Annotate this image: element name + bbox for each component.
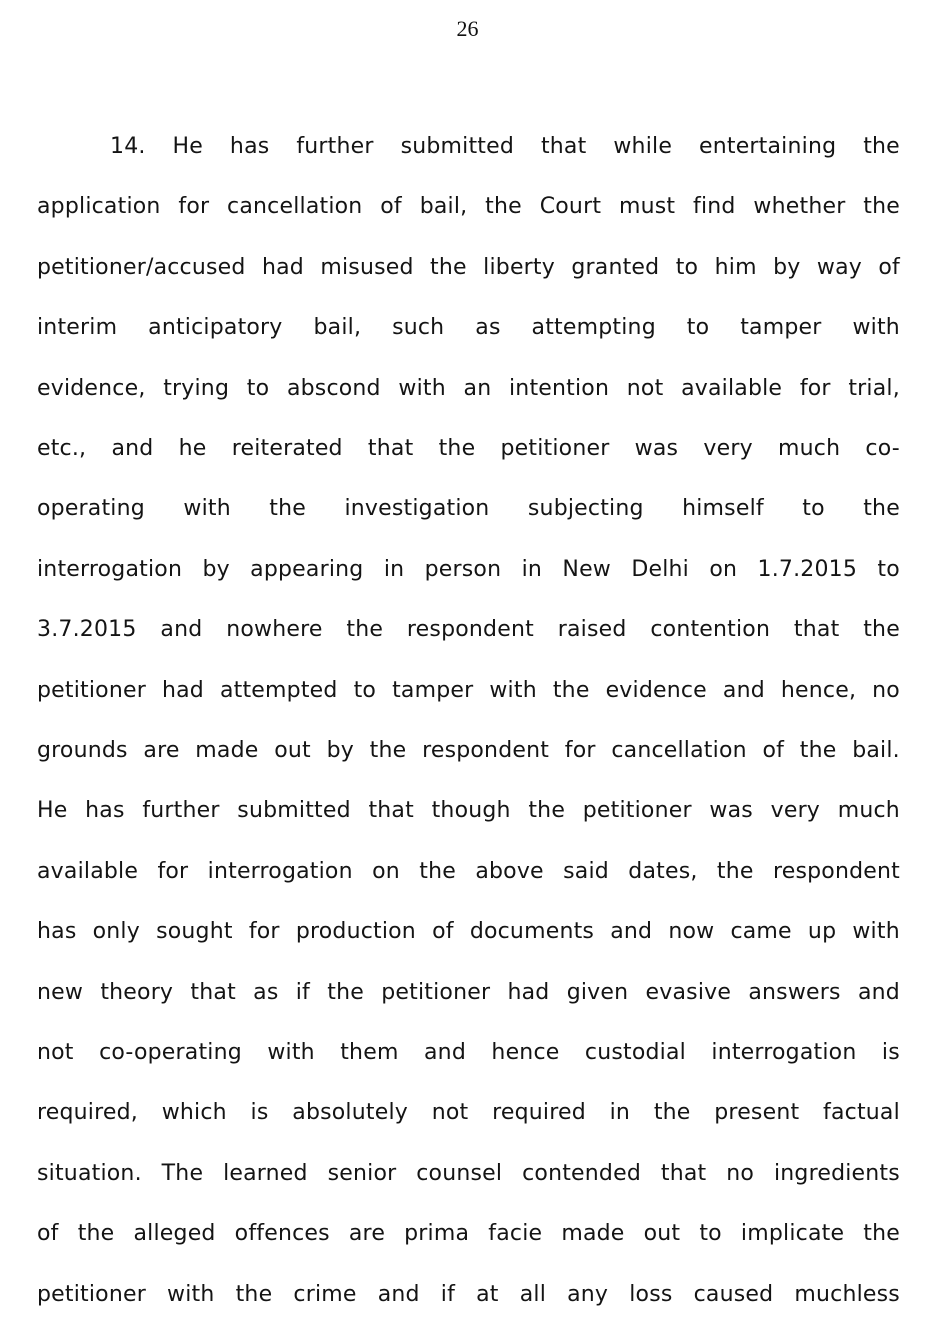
- word: contended: [522, 1160, 641, 1186]
- word: are: [143, 738, 180, 763]
- word: theory: [100, 979, 174, 1005]
- word: as: [253, 979, 279, 1005]
- word: any: [567, 1281, 609, 1307]
- word: if: [440, 1281, 456, 1307]
- word: hence,: [780, 677, 857, 703]
- word: of: [432, 919, 454, 945]
- word: though: [431, 798, 511, 824]
- word: the: [863, 134, 900, 159]
- text-line: [110, 132, 900, 162]
- word: He: [37, 798, 68, 824]
- text-line: [37, 857, 900, 887]
- word: him: [714, 254, 757, 280]
- word: contention: [650, 617, 771, 643]
- word: 1.7.2015: [757, 556, 858, 582]
- word: the: [653, 1100, 691, 1126]
- word: ingredients: [773, 1160, 900, 1186]
- word: bail.: [852, 738, 900, 763]
- word: present: [714, 1100, 800, 1126]
- word: by: [202, 556, 230, 582]
- word: now: [668, 919, 715, 945]
- word: is: [250, 1100, 269, 1126]
- text-line: [37, 253, 900, 283]
- word: submitted: [400, 134, 515, 159]
- word: by: [773, 254, 801, 280]
- word: to: [802, 496, 825, 522]
- word: himself: [682, 496, 764, 522]
- word: is: [881, 1040, 900, 1065]
- word: subjecting: [527, 496, 644, 522]
- word: given: [566, 979, 629, 1005]
- word: for: [178, 194, 210, 220]
- word: tamper: [740, 315, 822, 341]
- text-line: [37, 555, 900, 585]
- text-line: [37, 917, 900, 947]
- word: the: [269, 496, 307, 522]
- word: had: [507, 979, 550, 1005]
- word: loss: [629, 1281, 673, 1307]
- word: had: [161, 677, 204, 703]
- word: very: [770, 798, 821, 824]
- word: available: [681, 375, 783, 401]
- word: must: [618, 194, 676, 220]
- word: to: [686, 315, 710, 341]
- word: much: [778, 436, 841, 461]
- word: alleged: [133, 1221, 216, 1247]
- text-line: [37, 1098, 900, 1128]
- word: has: [37, 919, 77, 945]
- word: evidence: [605, 677, 707, 703]
- word: that: [793, 617, 840, 643]
- text-line: [37, 192, 900, 222]
- word: that: [540, 134, 587, 159]
- word: trial,: [848, 375, 900, 401]
- word: that: [660, 1160, 707, 1186]
- word: the: [346, 617, 384, 643]
- word: the: [77, 1221, 115, 1247]
- word: granted: [571, 254, 660, 280]
- word: as: [475, 315, 501, 341]
- word: of: [762, 738, 785, 763]
- word: of: [380, 194, 402, 220]
- word: that: [367, 436, 414, 461]
- word: new: [37, 979, 84, 1005]
- word: custodial: [584, 1040, 686, 1065]
- word: with: [183, 496, 231, 522]
- text-line: [37, 978, 900, 1008]
- word: out: [643, 1221, 681, 1247]
- word: above: [475, 858, 544, 884]
- word: the: [369, 738, 407, 763]
- text-line: [37, 1159, 900, 1189]
- word: Court: [539, 194, 602, 220]
- word: the: [528, 798, 566, 824]
- word: not: [37, 1040, 74, 1065]
- word: sought: [156, 919, 233, 945]
- word: with: [489, 677, 537, 703]
- word: dates,: [628, 858, 698, 884]
- word: that: [368, 798, 414, 824]
- word: interrogation: [207, 858, 353, 884]
- word: factual: [823, 1100, 900, 1126]
- word: for: [157, 858, 189, 884]
- word: and: [111, 436, 154, 461]
- word: that: [190, 979, 236, 1005]
- word: not: [431, 1100, 469, 1126]
- word: no: [726, 1160, 755, 1186]
- word: way: [816, 254, 862, 280]
- word: to: [246, 375, 270, 401]
- word: production: [295, 919, 416, 945]
- word: co-operating: [99, 1040, 242, 1065]
- word: anticipatory: [148, 315, 283, 341]
- word: petitioner: [381, 979, 491, 1005]
- word: are: [348, 1221, 386, 1247]
- word: cancellation: [227, 194, 363, 220]
- word: has: [85, 798, 125, 824]
- word: documents: [469, 919, 595, 945]
- word: and: [722, 677, 765, 703]
- word: interrogation: [711, 1040, 857, 1065]
- word: person: [424, 556, 502, 582]
- word: at: [476, 1281, 499, 1307]
- word: only: [92, 919, 140, 945]
- word: caused: [693, 1281, 774, 1307]
- word: on: [372, 858, 400, 884]
- word: much: [837, 798, 900, 824]
- word: to: [699, 1221, 722, 1247]
- word: respondent: [406, 617, 534, 643]
- word: not: [626, 375, 664, 401]
- word: the: [863, 194, 900, 220]
- word: required: [492, 1100, 586, 1126]
- word: with: [852, 315, 900, 341]
- word: implicate: [740, 1221, 845, 1247]
- text-line: [37, 1219, 900, 1249]
- word: situation.: [37, 1160, 142, 1186]
- word: Delhi: [631, 556, 689, 582]
- word: interim: [37, 315, 118, 341]
- word: the: [327, 979, 364, 1005]
- word: in: [383, 556, 405, 582]
- word: which: [161, 1100, 227, 1126]
- word: abscond: [286, 375, 381, 401]
- word: and: [424, 1040, 466, 1065]
- word: if: [295, 979, 311, 1005]
- word: cancellation: [611, 738, 747, 763]
- word: facie: [488, 1221, 543, 1247]
- word: find: [693, 194, 736, 220]
- text-line: [37, 494, 900, 524]
- word: etc.,: [37, 436, 87, 461]
- text-line: [37, 1038, 900, 1068]
- word: the: [430, 254, 467, 280]
- word: the: [863, 617, 900, 643]
- word: The: [161, 1160, 204, 1186]
- word: petitioner: [37, 677, 146, 703]
- word: with: [167, 1281, 215, 1307]
- text-line: [37, 615, 900, 645]
- word: appearing: [250, 556, 364, 582]
- word: hence: [491, 1040, 560, 1065]
- word: intention: [509, 375, 610, 401]
- word: on: [709, 556, 738, 582]
- word: and: [377, 1281, 420, 1307]
- word: up: [807, 919, 837, 945]
- word: the: [235, 1281, 273, 1307]
- word: crime: [293, 1281, 357, 1307]
- word: respondent: [772, 858, 900, 884]
- word: of: [37, 1221, 59, 1247]
- text-line: [37, 736, 900, 766]
- word: muchless: [794, 1281, 900, 1307]
- word: had: [261, 254, 304, 280]
- text-line: [37, 374, 900, 404]
- word: came: [730, 919, 792, 945]
- word: He: [172, 134, 203, 159]
- word: respondent: [422, 738, 550, 763]
- word: he: [178, 436, 207, 461]
- word: 3.7.2015: [37, 617, 137, 643]
- word: to: [877, 556, 900, 582]
- word: with: [267, 1040, 315, 1065]
- word: co-: [865, 436, 900, 461]
- word: investigation: [344, 496, 490, 522]
- word: petitioner: [37, 1281, 146, 1307]
- word: the: [485, 194, 522, 220]
- word: bail,: [313, 315, 362, 341]
- word: attempted: [219, 677, 338, 703]
- page-number: 26: [456, 16, 479, 41]
- word: answers: [748, 979, 841, 1005]
- word: the: [419, 858, 456, 884]
- word: to: [353, 677, 377, 703]
- word: counsel: [416, 1160, 503, 1186]
- word: while: [613, 134, 673, 159]
- word: made: [195, 738, 259, 763]
- word: with: [852, 919, 900, 945]
- word: made: [561, 1221, 625, 1247]
- word: the: [863, 496, 900, 522]
- word: evasive: [645, 979, 732, 1005]
- word: attempting: [531, 315, 656, 341]
- word: said: [563, 858, 609, 884]
- word: of: [878, 254, 900, 280]
- word: such: [392, 315, 445, 341]
- word: absolutely: [292, 1100, 408, 1126]
- word: senior: [327, 1160, 397, 1186]
- word: for: [564, 738, 596, 763]
- word: prima: [404, 1221, 470, 1247]
- word: an: [463, 375, 492, 401]
- word: required,: [37, 1100, 138, 1126]
- word: reiterated: [231, 436, 343, 461]
- word: petitioner: [500, 436, 610, 461]
- word: operating: [37, 496, 145, 522]
- word: grounds: [37, 738, 128, 763]
- word: in: [609, 1100, 631, 1126]
- word: them: [340, 1040, 399, 1065]
- word: evidence,: [37, 375, 146, 401]
- word: submitted: [237, 798, 351, 824]
- text-line: [37, 676, 900, 706]
- word: no: [872, 677, 900, 703]
- text-line: [37, 1280, 900, 1310]
- word: available: [37, 858, 139, 884]
- word: the: [438, 436, 476, 461]
- word: offences: [234, 1221, 330, 1247]
- word: to: [675, 254, 699, 280]
- word: by: [326, 738, 354, 763]
- word: petitioner: [582, 798, 692, 824]
- word: in: [521, 556, 543, 582]
- word: entertaining: [698, 134, 837, 159]
- word: 14.: [110, 134, 146, 159]
- word: and: [857, 979, 900, 1005]
- word: application: [37, 194, 161, 220]
- word: the: [799, 738, 837, 763]
- word: the: [716, 858, 754, 884]
- word: was: [634, 436, 679, 461]
- word: trying: [163, 375, 230, 401]
- word: petitioner/accused: [37, 254, 246, 280]
- word: bail,: [419, 194, 468, 220]
- text-line: [37, 313, 900, 343]
- word: further: [296, 134, 374, 159]
- word: tamper: [392, 677, 474, 703]
- word: the: [552, 677, 590, 703]
- text-line: [37, 434, 900, 464]
- word: and: [610, 919, 653, 945]
- word: for: [248, 919, 280, 945]
- word: has: [229, 134, 270, 159]
- word: New: [562, 556, 611, 582]
- word: further: [142, 798, 220, 824]
- word: the: [863, 1221, 900, 1247]
- word: all: [519, 1281, 547, 1307]
- word: for: [799, 375, 831, 401]
- word: whether: [753, 194, 846, 220]
- word: liberty: [483, 254, 555, 280]
- word: very: [703, 436, 753, 461]
- word: raised: [557, 617, 627, 643]
- text-line: [37, 796, 900, 826]
- word: was: [709, 798, 753, 824]
- word: misused: [320, 254, 414, 280]
- word: and: [160, 617, 203, 643]
- word: learned: [223, 1160, 308, 1186]
- word: nowhere: [226, 617, 323, 643]
- word: with: [398, 375, 446, 401]
- word: out: [274, 738, 311, 763]
- word: interrogation: [37, 556, 183, 582]
